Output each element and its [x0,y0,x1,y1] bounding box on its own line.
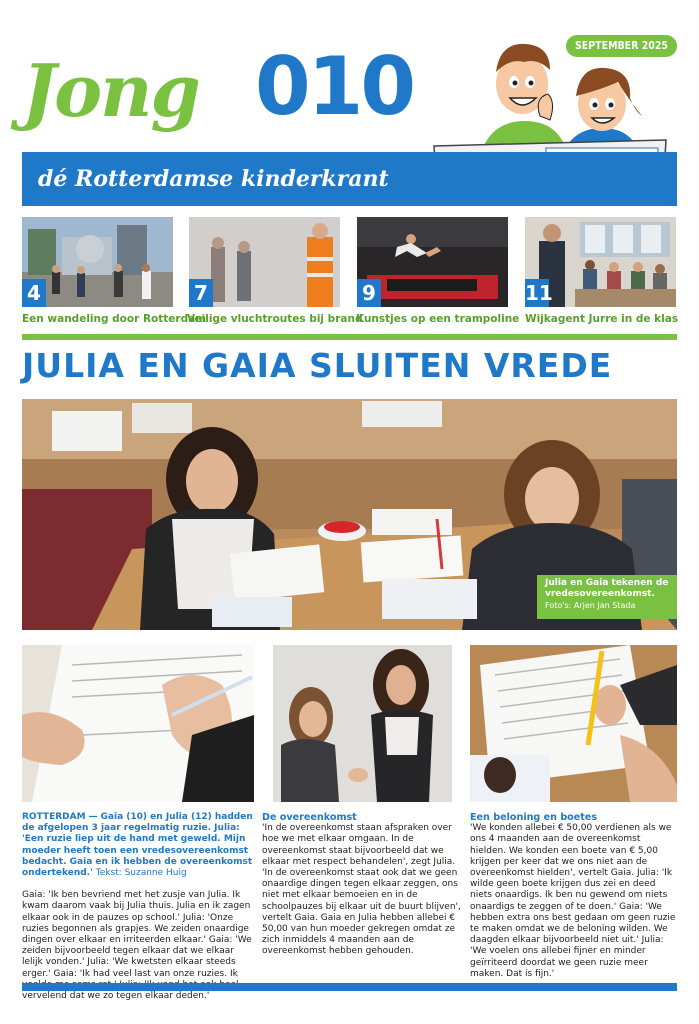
article-column-2 [262,812,462,958]
masthead-logo [22,40,442,150]
teaser-photo-3[interactable] [357,217,508,307]
teaser-page-number: 9 [357,279,381,307]
photo-pen-on-agreement [470,645,677,802]
logo-010-text: 010 [255,40,413,133]
article-byline: Tekst: Suzanne Huig [95,868,187,879]
teaser-page-number: 7 [189,279,213,307]
article-column-1 [22,812,254,1002]
photo-caption: Julia en Gaia tekenen de vredesovereenkomst. [545,578,669,599]
teaser-caption-4[interactable]: Wijkagent Jurre in de klas [525,313,679,325]
section-heading-agreement: De overeenkomst [262,812,357,823]
issue-date-badge: SEPTEMBER 2025 [566,35,677,57]
article-body-1: Gaia: 'Ik ben bevriend met het zusje van Julia. Ik kwam daarom vaak bij Julia thuis. Julia en ik zagen elkaar ook in de pauzes op school.' Julia: 'Onze ruzies begonnen als grapjes. We zeiden onaardige dingen over elkaar en irriteerden elkaar.' Gaia: 'We zeiden bijvoorbeeld tegen elkaar dat we elkaar lelijk vonden.' Julia: 'We kwetsten elkaar steeds erger.' Gaia: 'Ik had veel last van onze ruzies. Ik vervelend dat we zo tegen elkaar deden.' [22,890,252,1002]
article-lead: Gaia (10) en Julia (12) hadden de afgelopen 3 jaar regelmatig ruzie. Julia: 'Een ruzie liep uit de hand met geweld. Mijn moeder heeft toen een vredesovereenkomst bedacht. Gaia en ik hebben de overeenkomst ondertekend.' [22,812,253,879]
teaser-caption-2[interactable]: Veilige vluchtroutes bij brand [187,313,363,325]
article-column-3 [470,812,677,980]
article-body-2: 'In de overeenkomst staan afspraken over hoe we met elkaar omgaan. In de overeenkomst staat bijvoorbeeld dat we elkaar met respect behandelen', zegt Julia. 'In de overeenkomst staat ook dat we geen onaardige dingen tegen elkaar zeggen, ons niet met elkaar bemoeien en in de schoolpauzes bij elkaar uit de buurt blijven', vertelt Gaia. Gaia en Julia hebben allebei € 50,00 van hun moeder gekregen omdat ze zich inmiddels 4 maanden aan de overeenkomst hebben gehouden. [262,823,461,957]
section-heading-reward: Een beloning en boetes [470,812,598,823]
photo-credit: Foto's: Arjen Jan Stada [545,601,636,610]
article-dateline: ROTTERDAM — [22,812,98,822]
teaser-photo-4[interactable] [525,217,676,307]
teaser-page-number: 11 [525,281,553,305]
section-divider [22,334,677,340]
masthead-tagline: dé Rotterdamse kinderkrant [38,166,389,192]
hand-signing-photo [22,645,254,802]
article-headline: JULIA EN GAIA SLUITEN VREDE [22,346,613,385]
teaser-caption-3[interactable]: Kunstjes op een trampoline [356,313,520,325]
teaser-page-number: 4 [22,279,46,307]
teaser-photo-2[interactable] [189,217,340,307]
photo-caption-box [537,575,677,619]
footer-rule [22,983,677,991]
pen-on-paper-photo [470,645,677,802]
photo-girls-handshake [273,645,452,802]
logo-jong-text: Jong [22,48,199,133]
teaser-caption-1[interactable]: Een wandeling door Rotterdam [22,313,207,325]
article-body-3: 'We konden allebei € 50,00 verdienen als we ons 4 maanden aan de overeenkomst hielden. We konden een boete van € 5,00 krijgen per keer dat we ons niet aan de overeenkomst hielden', vertelt Gaia. Julia: 'Ik wilde geen boete krijgen dus zei en deed niets onaardigs. Ik ben nu gewend om niets onaardigs te zeggen of te doen.' Gaia: 'We hebben extra ons best gedaan om geen ruzie te maken omdat we de beloning wilden. We daagden elkaar bijvoorbeeld niet uit.' Julia: 'We voelen ons allebei fijner en minder geïrriteerd doordat we geen ruzie meer maken. Dat is fijn.' [470,823,676,979]
teaser-photo-1[interactable] [22,217,173,307]
girls-handshake-photo [273,645,452,802]
photo-hand-writing [22,645,254,802]
